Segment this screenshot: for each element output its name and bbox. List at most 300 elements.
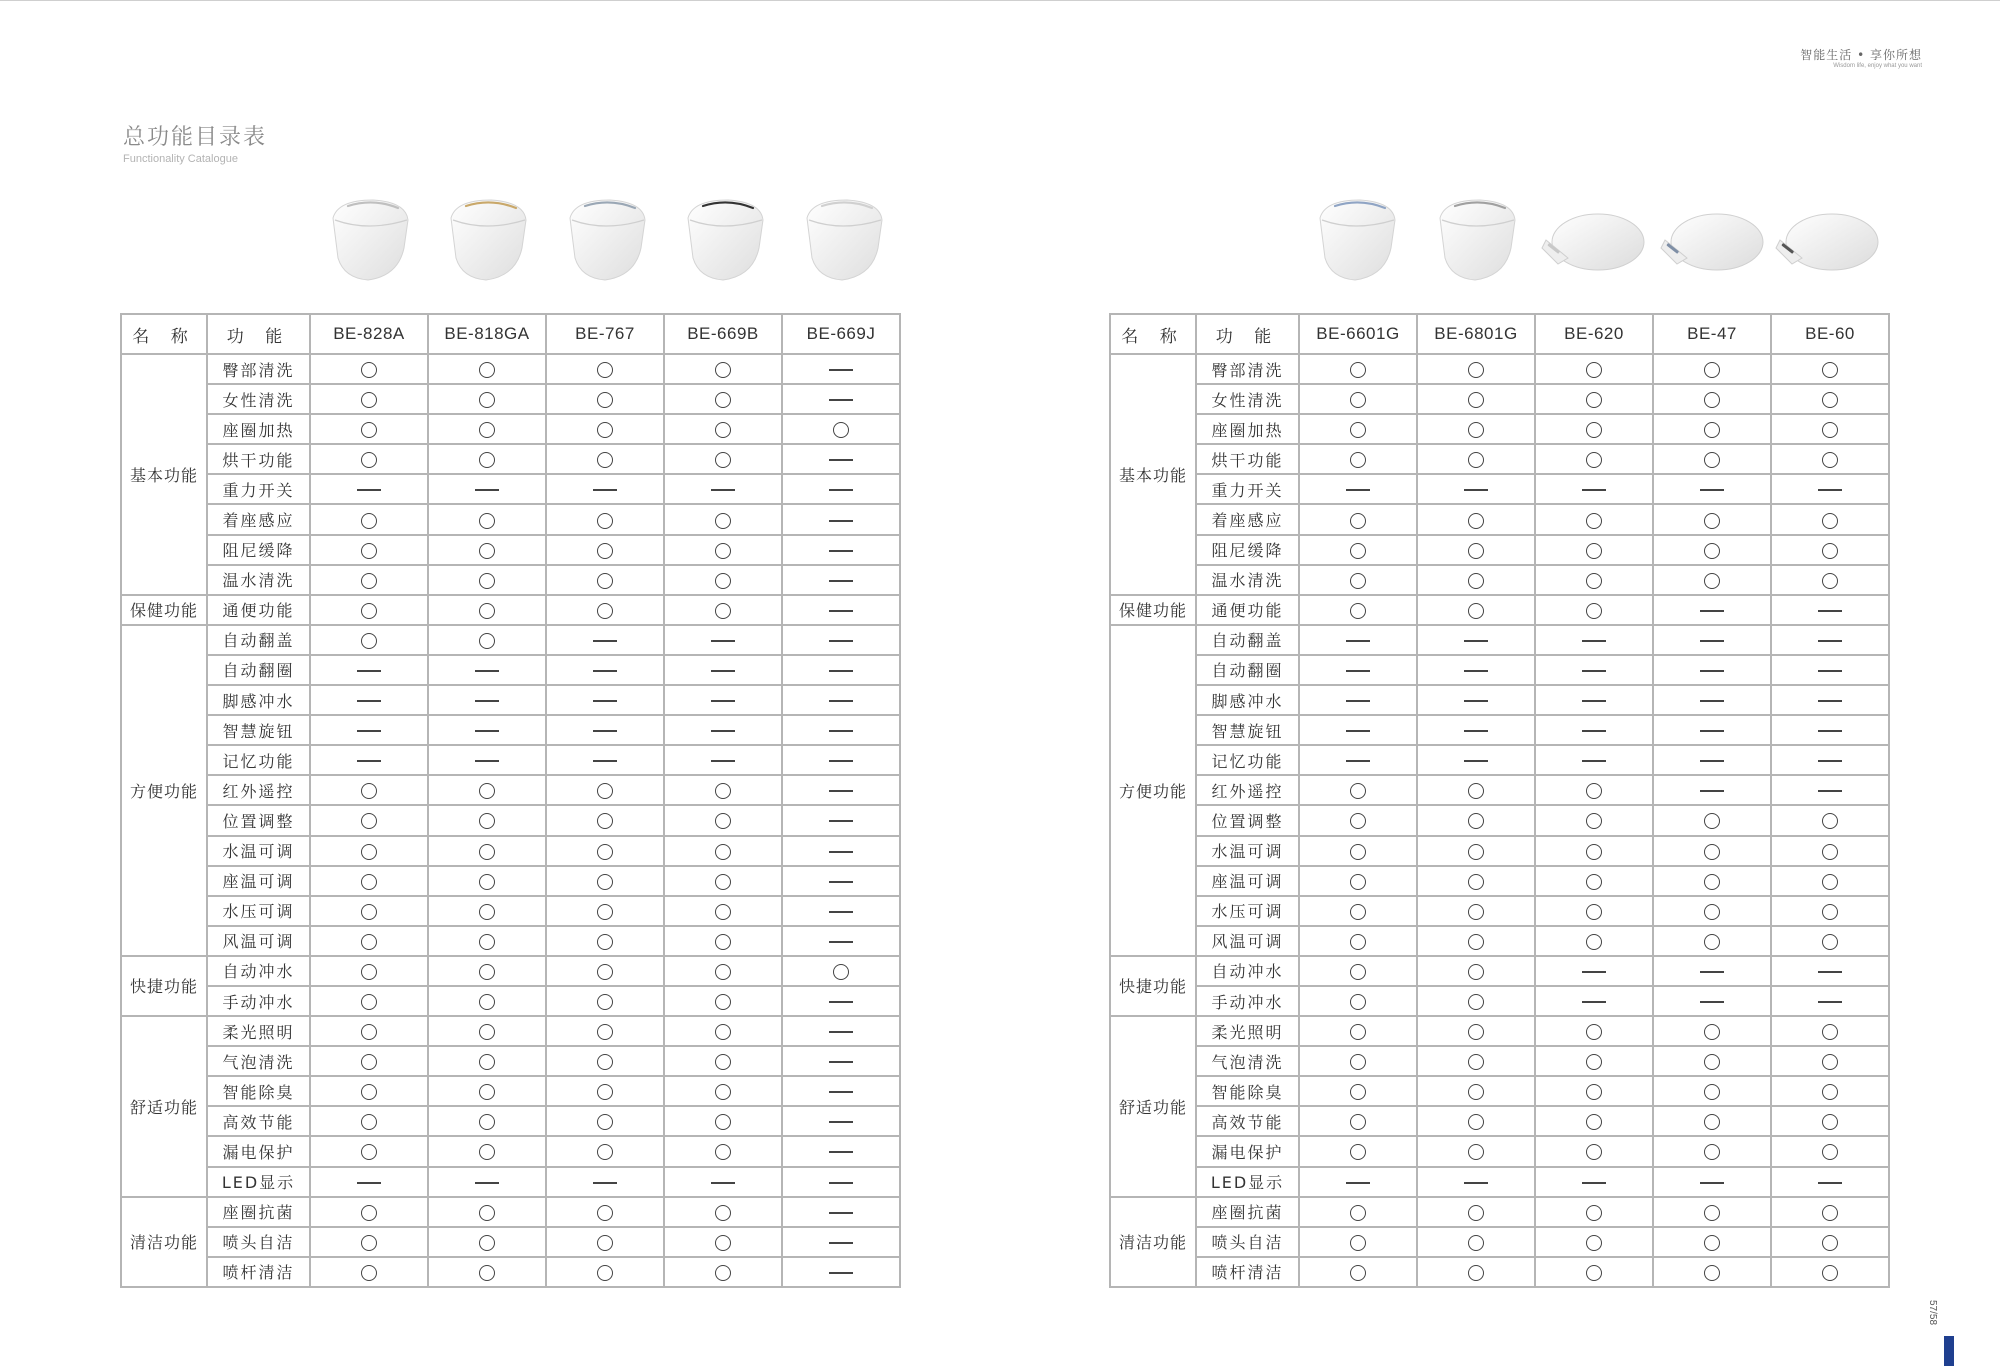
feature-cell [428, 715, 546, 745]
feature-cell [664, 685, 782, 715]
feature-cell [428, 655, 546, 685]
feature-cell [1653, 565, 1771, 595]
feature-cell [1653, 535, 1771, 565]
feature-cell [428, 1046, 546, 1076]
feature-cell [1299, 1016, 1417, 1046]
supported-circle-icon [1350, 573, 1366, 589]
feature-cell [782, 866, 900, 896]
header-function: 功 能 [1196, 314, 1299, 354]
table-row [121, 896, 900, 926]
feature-cell [782, 1136, 900, 1166]
supported-circle-icon [715, 783, 731, 799]
supported-circle-icon [1822, 813, 1838, 829]
not-supported-dash-icon [829, 640, 853, 642]
feature-cell [664, 1016, 782, 1046]
feature-cell [664, 1197, 782, 1227]
not-supported-dash-icon [829, 881, 853, 883]
page-number: 57/58 [1927, 1300, 1938, 1326]
not-supported-dash-icon [829, 459, 853, 461]
feature-cell [1535, 805, 1653, 835]
supported-circle-icon [1350, 1205, 1366, 1221]
supported-circle-icon [1468, 362, 1484, 378]
feature-cell [664, 1167, 782, 1197]
feature-cell [664, 1106, 782, 1136]
feature-cell [1417, 1227, 1535, 1257]
feature-cell [310, 414, 428, 444]
supported-circle-icon [715, 904, 731, 920]
supported-circle-icon [1468, 422, 1484, 438]
table-header-row [121, 314, 900, 354]
feature-cell [1417, 655, 1535, 685]
supported-circle-icon [1822, 543, 1838, 559]
supported-circle-icon [1822, 1205, 1838, 1221]
feature-cell [428, 926, 546, 956]
supported-circle-icon [361, 813, 377, 829]
not-supported-dash-icon [1464, 489, 1488, 491]
page-accent-bar [1944, 1336, 1954, 1366]
feature-cell [546, 595, 664, 625]
supported-circle-icon [1704, 543, 1720, 559]
function-label: 智能除臭 [1196, 1076, 1299, 1106]
not-supported-dash-icon [829, 820, 853, 822]
supported-circle-icon [1822, 362, 1838, 378]
feature-cell [1535, 956, 1653, 986]
supported-circle-icon [479, 633, 495, 649]
feature-cell [310, 354, 428, 384]
feature-cell [1299, 655, 1417, 685]
supported-circle-icon [1468, 543, 1484, 559]
function-label: 喷头自洁 [1196, 1227, 1299, 1257]
supported-circle-icon [1468, 1024, 1484, 1040]
not-supported-dash-icon [1582, 670, 1606, 672]
feature-cell [1299, 535, 1417, 565]
supported-circle-icon [1468, 1084, 1484, 1100]
model-header: BE-620 [1535, 314, 1653, 354]
not-supported-dash-icon [1818, 971, 1842, 973]
supported-circle-icon [1704, 1084, 1720, 1100]
supported-circle-icon [597, 844, 613, 860]
not-supported-dash-icon [1818, 700, 1842, 702]
function-label: 柔光照明 [207, 1016, 310, 1046]
function-label: 重力开关 [207, 474, 310, 504]
supported-circle-icon [597, 1235, 613, 1251]
supported-circle-icon [1350, 874, 1366, 890]
table-row [121, 625, 900, 655]
table-row [121, 354, 900, 384]
model-header: BE-828A [310, 314, 428, 354]
feature-cell [310, 625, 428, 655]
feature-cell [664, 384, 782, 414]
feature-cell [546, 836, 664, 866]
function-label: 喷杆清洁 [1196, 1257, 1299, 1287]
supported-circle-icon [1350, 1024, 1366, 1040]
supported-circle-icon [1468, 844, 1484, 860]
feature-cell [782, 926, 900, 956]
supported-circle-icon [715, 392, 731, 408]
supported-circle-icon [361, 513, 377, 529]
feature-cell [664, 1257, 782, 1287]
feature-cell [546, 1167, 664, 1197]
feature-cell [782, 956, 900, 986]
table-row [121, 504, 900, 534]
supported-circle-icon [833, 422, 849, 438]
supported-circle-icon [479, 1054, 495, 1070]
feature-cell [1417, 986, 1535, 1016]
feature-cell [664, 896, 782, 926]
not-supported-dash-icon [1818, 1182, 1842, 1184]
function-label: 喷杆清洁 [207, 1257, 310, 1287]
feature-cell [1653, 866, 1771, 896]
feature-cell [1417, 1257, 1535, 1287]
brand-slogan [1800, 46, 1922, 69]
feature-cell [546, 444, 664, 474]
not-supported-dash-icon [357, 670, 381, 672]
feature-cell [546, 414, 664, 444]
feature-cell [428, 535, 546, 565]
supported-circle-icon [715, 813, 731, 829]
table-row [1110, 986, 1889, 1016]
feature-cell [664, 504, 782, 534]
feature-cell [1299, 896, 1417, 926]
feature-cell [310, 866, 428, 896]
not-supported-dash-icon [829, 851, 853, 853]
supported-circle-icon [1350, 934, 1366, 950]
supported-circle-icon [1704, 813, 1720, 829]
not-supported-dash-icon [1700, 971, 1724, 973]
feature-cell [782, 474, 900, 504]
feature-cell [1299, 775, 1417, 805]
feature-cell [1771, 685, 1889, 715]
supported-circle-icon [1822, 874, 1838, 890]
feature-cell [1417, 354, 1535, 384]
not-supported-dash-icon [1582, 1001, 1606, 1003]
feature-cell [428, 745, 546, 775]
feature-cell [546, 775, 664, 805]
feature-cell [1653, 474, 1771, 504]
supported-circle-icon [715, 1265, 731, 1281]
feature-cell [1417, 625, 1535, 655]
table-row [121, 1167, 900, 1197]
not-supported-dash-icon [829, 369, 853, 371]
feature-cell [664, 866, 782, 896]
feature-cell [1771, 775, 1889, 805]
feature-cell [428, 1076, 546, 1106]
feature-cell [664, 1227, 782, 1257]
feature-cell [1299, 595, 1417, 625]
supported-circle-icon [1704, 844, 1720, 860]
supported-circle-icon [1704, 392, 1720, 408]
supported-circle-icon [479, 934, 495, 950]
feature-cell [664, 715, 782, 745]
feature-cell [664, 986, 782, 1016]
feature-cell [1299, 1197, 1417, 1227]
function-label: 手动冲水 [207, 986, 310, 1016]
table-row [1110, 1197, 1889, 1227]
table-row [1110, 1136, 1889, 1166]
table-row [121, 535, 900, 565]
supported-circle-icon [1586, 1235, 1602, 1251]
not-supported-dash-icon [1464, 640, 1488, 642]
catalogue-heading [123, 120, 267, 165]
not-supported-dash-icon [357, 1182, 381, 1184]
supported-circle-icon [479, 874, 495, 890]
not-supported-dash-icon [357, 760, 381, 762]
feature-cell [1535, 354, 1653, 384]
feature-cell [310, 384, 428, 414]
feature-cell [1417, 1016, 1535, 1046]
not-supported-dash-icon [593, 760, 617, 762]
feature-cell [782, 1197, 900, 1227]
feature-cell [1653, 986, 1771, 1016]
table-row [1110, 745, 1889, 775]
feature-cell [1771, 1016, 1889, 1046]
feature-cell [1653, 625, 1771, 655]
not-supported-dash-icon [711, 640, 735, 642]
feature-cell [546, 354, 664, 384]
supported-circle-icon [1468, 874, 1484, 890]
feature-cell [1299, 474, 1417, 504]
table-row [121, 1257, 900, 1287]
feature-cell [782, 986, 900, 1016]
supported-circle-icon [1822, 422, 1838, 438]
feature-cell [428, 1106, 546, 1136]
feature-cell [1653, 896, 1771, 926]
supported-circle-icon [1586, 783, 1602, 799]
supported-circle-icon [479, 1144, 495, 1160]
feature-cell [310, 474, 428, 504]
supported-circle-icon [715, 422, 731, 438]
not-supported-dash-icon [1818, 489, 1842, 491]
feature-cell [310, 1257, 428, 1287]
feature-cell [1771, 414, 1889, 444]
model-header: BE-60 [1771, 314, 1889, 354]
supported-circle-icon [479, 1235, 495, 1251]
not-supported-dash-icon [1346, 730, 1370, 732]
function-label: 水压可调 [1196, 896, 1299, 926]
table-row [121, 956, 900, 986]
function-label: 脚感冲水 [1196, 685, 1299, 715]
feature-cell [1653, 1227, 1771, 1257]
function-label: 温水清洗 [1196, 565, 1299, 595]
supported-circle-icon [361, 422, 377, 438]
feature-cell [1771, 474, 1889, 504]
feature-cell [1299, 986, 1417, 1016]
feature-cell [546, 1076, 664, 1106]
supported-circle-icon [1350, 543, 1366, 559]
table-row [1110, 805, 1889, 835]
feature-cell [1417, 384, 1535, 414]
feature-cell [1653, 836, 1771, 866]
feature-cell [1653, 1197, 1771, 1227]
supported-circle-icon [1468, 934, 1484, 950]
feature-cell [1417, 414, 1535, 444]
table-row [1110, 836, 1889, 866]
table-row [121, 775, 900, 805]
feature-cell [546, 745, 664, 775]
not-supported-dash-icon [829, 730, 853, 732]
feature-cell [546, 474, 664, 504]
supported-circle-icon [479, 1265, 495, 1281]
table-row [121, 565, 900, 595]
supported-circle-icon [1704, 362, 1720, 378]
feature-cell [1771, 565, 1889, 595]
feature-cell [1653, 595, 1771, 625]
feature-cell [310, 926, 428, 956]
feature-cell [310, 956, 428, 986]
supported-circle-icon [715, 543, 731, 559]
feature-cell [1771, 384, 1889, 414]
table-row [121, 926, 900, 956]
feature-cell [310, 595, 428, 625]
supported-circle-icon [1350, 1084, 1366, 1100]
supported-circle-icon [1822, 392, 1838, 408]
table-row [121, 805, 900, 835]
feature-cell [310, 565, 428, 595]
supported-circle-icon [1704, 1205, 1720, 1221]
right-product-image-4 [1657, 200, 1767, 280]
feature-cell [546, 625, 664, 655]
feature-cell [1417, 926, 1535, 956]
feature-cell [1417, 1136, 1535, 1166]
not-supported-dash-icon [357, 489, 381, 491]
not-supported-dash-icon [1346, 700, 1370, 702]
function-label: 风温可调 [1196, 926, 1299, 956]
table-row [121, 1227, 900, 1257]
feature-cell [1771, 715, 1889, 745]
supported-circle-icon [715, 1024, 731, 1040]
supported-circle-icon [361, 633, 377, 649]
model-header: BE-818GA [428, 314, 546, 354]
feature-cell [546, 1106, 664, 1136]
feature-cell [1299, 715, 1417, 745]
table-row [1110, 1167, 1889, 1197]
supported-circle-icon [479, 452, 495, 468]
function-label: 着座感应 [1196, 504, 1299, 534]
not-supported-dash-icon [1582, 700, 1606, 702]
supported-circle-icon [1586, 1024, 1602, 1040]
not-supported-dash-icon [1582, 489, 1606, 491]
table-row [1110, 504, 1889, 534]
supported-circle-icon [1586, 934, 1602, 950]
supported-circle-icon [479, 422, 495, 438]
feature-cell [1535, 775, 1653, 805]
supported-circle-icon [597, 513, 613, 529]
function-label: 座圈抗菌 [207, 1197, 310, 1227]
page-title: 总功能目录表 [123, 125, 268, 150]
not-supported-dash-icon [1700, 489, 1724, 491]
function-label: 记忆功能 [1196, 745, 1299, 775]
supported-circle-icon [1704, 1054, 1720, 1070]
feature-cell [1535, 444, 1653, 474]
not-supported-dash-icon [475, 1182, 499, 1184]
not-supported-dash-icon [711, 1182, 735, 1184]
table-row [1110, 896, 1889, 926]
feature-cell [1299, 866, 1417, 896]
model-header: BE-6801G [1417, 314, 1535, 354]
supported-circle-icon [1822, 1084, 1838, 1100]
group-label: 快捷功能 [1110, 956, 1196, 1016]
feature-cell [1535, 504, 1653, 534]
not-supported-dash-icon [593, 700, 617, 702]
feature-cell [1653, 1257, 1771, 1287]
not-supported-dash-icon [1464, 1182, 1488, 1184]
supported-circle-icon [1468, 1205, 1484, 1221]
supported-circle-icon [597, 543, 613, 559]
not-supported-dash-icon [829, 550, 853, 552]
not-supported-dash-icon [711, 700, 735, 702]
function-label: 温水清洗 [207, 565, 310, 595]
supported-circle-icon [1586, 1144, 1602, 1160]
feature-cell [1771, 986, 1889, 1016]
supported-circle-icon [1350, 813, 1366, 829]
feature-cell [782, 1016, 900, 1046]
feature-cell [1771, 866, 1889, 896]
feature-cell [546, 956, 664, 986]
supported-circle-icon [715, 844, 731, 860]
supported-circle-icon [1586, 874, 1602, 890]
group-label: 舒适功能 [1110, 1016, 1196, 1197]
not-supported-dash-icon [593, 640, 617, 642]
not-supported-dash-icon [1700, 760, 1724, 762]
function-label: 柔光照明 [1196, 1016, 1299, 1046]
supported-circle-icon [1586, 362, 1602, 378]
feature-cell [1535, 625, 1653, 655]
not-supported-dash-icon [1464, 760, 1488, 762]
not-supported-dash-icon [829, 790, 853, 792]
feature-cell [1535, 896, 1653, 926]
feature-cell [1771, 444, 1889, 474]
function-label: 喷头自洁 [207, 1227, 310, 1257]
feature-cell [782, 805, 900, 835]
supported-circle-icon [1586, 1205, 1602, 1221]
supported-circle-icon [1468, 573, 1484, 589]
supported-circle-icon [361, 603, 377, 619]
function-label: 座圈抗菌 [1196, 1197, 1299, 1227]
feature-cell [428, 565, 546, 595]
right-product-image-2 [1425, 188, 1525, 288]
function-label: 手动冲水 [1196, 986, 1299, 1016]
not-supported-dash-icon [357, 730, 381, 732]
supported-circle-icon [1350, 513, 1366, 529]
feature-cell [1653, 956, 1771, 986]
not-supported-dash-icon [1818, 610, 1842, 612]
feature-cell [1535, 474, 1653, 504]
table-row [1110, 595, 1889, 625]
supported-circle-icon [1704, 904, 1720, 920]
feature-cell [1653, 444, 1771, 474]
group-label: 方便功能 [1110, 625, 1196, 956]
supported-circle-icon [1704, 513, 1720, 529]
supported-circle-icon [715, 1144, 731, 1160]
table-row [1110, 474, 1889, 504]
table-row [1110, 565, 1889, 595]
feature-cell [310, 535, 428, 565]
supported-circle-icon [1350, 422, 1366, 438]
not-supported-dash-icon [829, 1212, 853, 1214]
feature-cell [782, 595, 900, 625]
feature-cell [782, 775, 900, 805]
feature-cell [1299, 685, 1417, 715]
not-supported-dash-icon [1346, 489, 1370, 491]
group-label: 基本功能 [121, 354, 207, 595]
feature-cell [1771, 1227, 1889, 1257]
supported-circle-icon [1822, 1114, 1838, 1130]
feature-cell [1771, 354, 1889, 384]
supported-circle-icon [361, 1084, 377, 1100]
feature-cell [1417, 1046, 1535, 1076]
model-header: BE-6601G [1299, 314, 1417, 354]
feature-cell [664, 836, 782, 866]
